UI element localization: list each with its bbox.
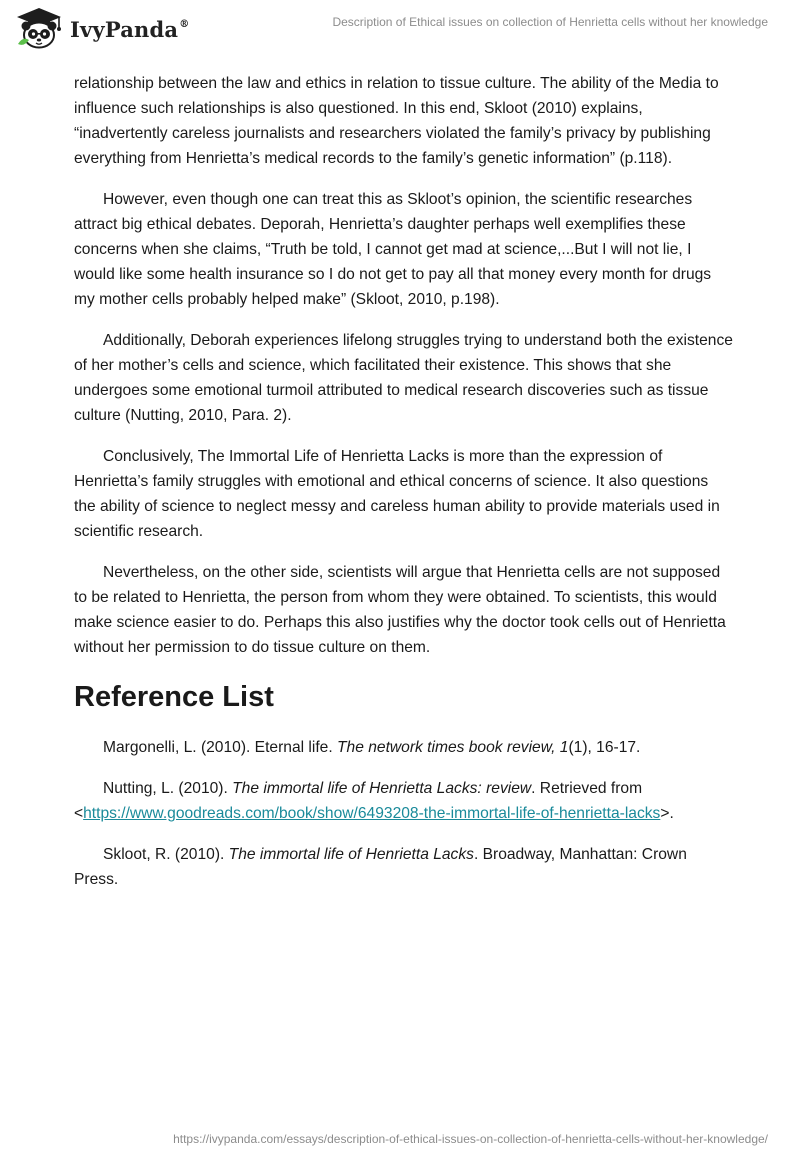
reference-item: Nutting, L. (2010). The immortal life of Henrietta Lacks: review. Retrieved from <https://www.goodreads.com/book/show/6493208-the-immortal-life-of-henrietta-lacks>. xyxy=(74,780,674,822)
paragraph: Conclusively, The Immortal Life of Henrietta Lacks is more than the expression of Henrietta’s family struggles with emotional and ethical concerns of science. It also questions the ability of science to neglect messy and careless human ability to provide materials used in scientific research. xyxy=(74,448,720,540)
source-url: https://ivypanda.com/essays/description-of-ethical-issues-on-collection-of-henrietta-cells-without-her-knowledge/ xyxy=(173,1132,768,1146)
page-header xyxy=(0,0,800,60)
reference-link[interactable]: https://www.goodreads.com/book/show/6493208-the-immortal-life-of-henrietta-lacks xyxy=(83,805,661,822)
brand-logo[interactable] xyxy=(14,6,189,50)
paragraph: Nevertheless, on the other side, scientists will argue that Henrietta cells are not supposed to be related to Henrietta, the person from whom they were obtained. To scientists, this would make science easier to do. Perhaps this also justifies why the doctor took cells out of Henrietta without her permission to do tissue culture on them. xyxy=(74,564,726,656)
reference-item: Margonelli, L. (2010). Eternal life. The network times book review, 1(1), 16-17. xyxy=(103,739,641,756)
paragraph: relationship between the law and ethics in relation to tissue culture. The ability of the Media to influence such relationships is also questioned. In this end, Skloot (2010) explains, “inadvertently careless journalists and researchers violated the family’s privacy by publishing everything from Henrietta’s medical records to the family’s genetic information” (p.118). xyxy=(74,75,719,167)
reference-list-heading: Reference List xyxy=(74,681,274,713)
essay-content xyxy=(74,71,734,908)
paragraph: Additionally, Deborah experiences lifelong struggles trying to understand both the existence of her mother’s cells and science, which facilitated their existence. This shows that she undergoes some emotional turmoil attributed to medical research discoveries such as tissue culture (Nutting, 2010, Para. 2). xyxy=(74,332,733,424)
panda-graduate-icon xyxy=(14,6,64,50)
brand-name: IvyPanda® xyxy=(70,16,190,42)
reference-item: Skloot, R. (2010). The immortal life of Henrietta Lacks. Broadway, Manhattan: Crown Press. xyxy=(74,846,687,888)
document-title: Description of Ethical issues on collection of Henrietta cells without her knowledge xyxy=(332,15,768,29)
paragraph: However, even though one can treat this as Skloot’s opinion, the scientific researches attract big ethical debates. Deporah, Henrietta’s daughter perhaps well exemplifies these concerns when she claims, “Truth be told, I cannot get mad at science,...But I will not lie, I would like some health insurance so I do not get to pay all that money every month for drugs my mother cells probably helped make” (Skloot, 2010, p.198). xyxy=(74,191,712,308)
